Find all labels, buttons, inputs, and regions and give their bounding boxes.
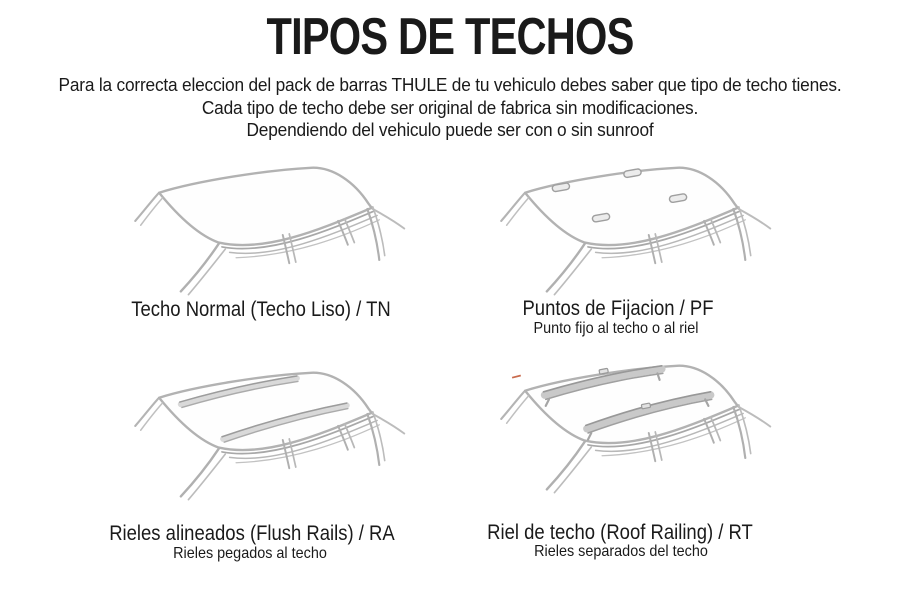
intro-text bbox=[18, 74, 882, 142]
intro-line-3: Dependiendo del vehiculo puede ser con o sin sunroof bbox=[246, 120, 654, 140]
roof-type-label-pf: Puntos de Fijacion / PF bbox=[522, 297, 714, 320]
intro-line-1: Para la correcta eleccion del pack de barras THULE de tu vehiculo debes saber que tipo de techo tienes. bbox=[58, 75, 842, 95]
page-title: TIPOS DE TECHOS bbox=[266, 8, 634, 66]
small-orange-artifact bbox=[512, 376, 521, 378]
roof-type-label-ra: Rieles alineados (Flush Rails) / RA bbox=[109, 522, 395, 545]
roof-normal-illustration bbox=[132, 158, 414, 299]
roof-flush-rails-illustration bbox=[132, 363, 414, 504]
roof-type-label-tn: Techo Normal (Techo Liso) / TN bbox=[131, 298, 391, 321]
roof-type-sublabel-pf: Punto fijo al techo o al riel bbox=[533, 320, 699, 337]
roof-fixation-points-illustration bbox=[498, 158, 780, 299]
roof-railing-illustration bbox=[498, 356, 780, 497]
roof-type-sublabel-rt: Rieles separados del techo bbox=[534, 543, 708, 560]
roof-type-label-rt: Riel de techo (Roof Railing) / RT bbox=[487, 521, 753, 544]
intro-line-2: Cada tipo de techo debe ser original de fabrica sin modificaciones. bbox=[201, 97, 699, 118]
roof-type-sublabel-ra: Rieles pegados al techo bbox=[173, 545, 327, 562]
